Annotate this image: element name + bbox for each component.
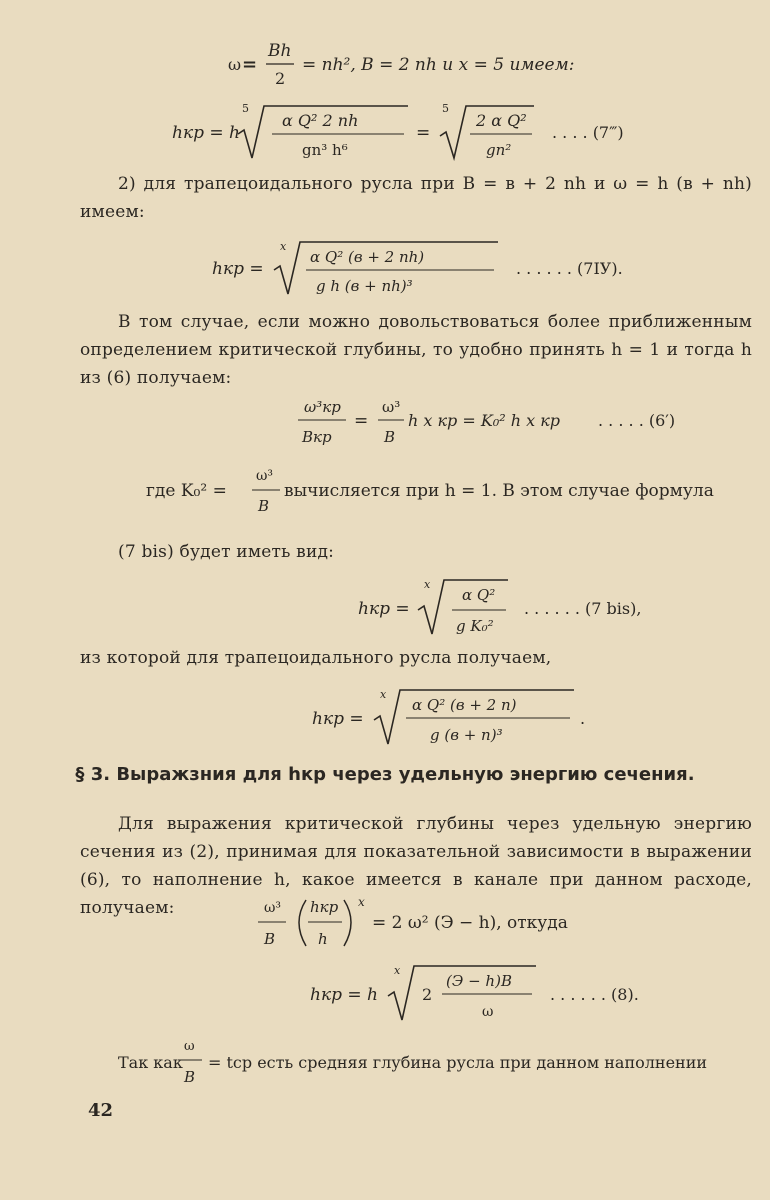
equation-8a	[258, 892, 658, 954]
paragraph-approximate	[80, 308, 752, 392]
eq7ttt-den2: gn²	[486, 141, 512, 159]
eq8a-f-num: ω³	[264, 900, 282, 916]
eq7IV-num: α Q² (в + 2 nh)	[310, 248, 425, 266]
eq7IV-root-index: x	[280, 240, 287, 253]
para4-frac-den: B	[258, 497, 270, 515]
intro-formula-line	[228, 38, 648, 90]
eq6p-rest: h x кр = K₀² h x кр	[408, 411, 561, 430]
paragraph-trapezoid	[80, 170, 752, 226]
eq7bis-root-index: x	[424, 578, 431, 591]
eq7bis2-root-index: x	[380, 688, 387, 701]
intro-frac-den: 2	[275, 69, 286, 88]
eq7bis-num: α Q²	[462, 586, 496, 604]
eq7bis2-tail: .	[580, 709, 586, 728]
paragraph-7bis-intro-text: (7 bis) будет иметь вид:	[118, 542, 335, 562]
eq8a-exp: x	[358, 895, 365, 909]
equation-7IV	[212, 236, 742, 298]
paragraph-trapezoid-result-text: из которой для трапецоидального русла получаем,	[80, 648, 552, 668]
para8-suffix: = tср есть средняя глубина русла при данном наполнении	[208, 1053, 708, 1072]
paragraph-specific-energy-text: Для выражения критической глубины через удельную энергию сечения из (2), принимая для показательной зависимости в выражении (6), то наполнение h, какое имеется в канале при данном расходе, получаем:	[80, 814, 752, 918]
paragraph-7bis-intro	[118, 538, 738, 566]
para4-suffix: вычисляется при h = 1. В этом случае формула	[284, 481, 714, 501]
equation-7bis	[358, 574, 758, 638]
intro-eq: =	[242, 54, 258, 75]
para4-prefix: где K₀² =	[146, 481, 227, 501]
eq6p-f2-num: ω³	[382, 398, 401, 416]
equation-8	[310, 962, 750, 1024]
section-heading: § 3. Выражзния для hкр через удельную энергию сечения.	[75, 764, 695, 785]
paragraph-trapezoid-result	[80, 644, 752, 672]
eq8a-paren-num: hкр	[310, 898, 339, 916]
eq6p-f1-den: Bкр	[302, 428, 332, 446]
eq7ttt-num2: 2 α Q²	[476, 111, 527, 130]
equation-7ttt	[172, 98, 732, 164]
eq8-lhs: hкр = h	[310, 985, 378, 1005]
eq8a-f-den: B	[264, 930, 276, 948]
equation-6prime	[298, 392, 738, 452]
eq7bis2-lhs: hкр =	[312, 709, 364, 729]
eq7bis2-den: g (в + n)³	[430, 726, 503, 744]
paragraph-trapezoid-text: 2) для трапецоидального русла при B = в + 2 nh и ω = h (в + nh) имеем:	[80, 174, 752, 222]
eq8-num: (Э − h)B	[446, 972, 512, 990]
eq7ttt-eq: =	[416, 123, 431, 143]
eq8-coef: 2	[422, 985, 433, 1004]
eq6p-f2-den: B	[384, 428, 396, 446]
eq7ttt-root2-index: 5	[442, 102, 449, 115]
eq7bis-den: g K₀²	[456, 617, 494, 635]
eq6p-f1-num: ω³кр	[304, 398, 341, 416]
eq7IV-den: g h (в + nh)³	[316, 277, 413, 295]
eq7ttt-num: α Q² 2 nh	[282, 111, 359, 130]
eq7IV-label: . . . . . . (7IУ).	[516, 259, 623, 278]
eq7ttt-label: . . . . (7‴)	[552, 123, 624, 142]
omega-symbol: ω	[228, 55, 242, 74]
eq8-root-index: x	[394, 964, 401, 977]
para8-frac-num: ω	[184, 1039, 195, 1054]
para8-frac-den: B	[184, 1068, 196, 1086]
eq8-label: . . . . . . (8).	[550, 985, 639, 1004]
para4-frac-num: ω³	[256, 468, 274, 484]
para8-prefix: Так как	[118, 1053, 183, 1072]
eq7bis-label: . . . . . . (7 bis),	[524, 599, 642, 618]
eq6p-label: . . . . . (6′)	[598, 411, 676, 430]
paragraph-approximate-text: В том случае, если можно довольствоваться более приближенным определением критической глубины, то удобно принять h = 1 и тогда h из (6) получаем:	[80, 312, 752, 388]
eq8-den: ω	[482, 1004, 494, 1020]
eq7ttt-den: gn³ h⁶	[302, 141, 348, 159]
intro-mid: = nh², B = 2 nh и x = 5 имеем:	[302, 55, 575, 75]
equation-7bis-trapezoid	[312, 686, 632, 746]
paragraph-k0-definition	[146, 462, 746, 518]
intro-frac-num: Bh	[268, 41, 292, 61]
eq7bis2-num: α Q² (в + 2 n)	[412, 696, 517, 714]
page-number: 42	[88, 1100, 114, 1121]
eq7bis-lhs: hкр =	[358, 599, 410, 619]
eq7IV-lhs: hкр =	[212, 259, 264, 279]
eq8a-rest: = 2 ω² (Э − h), откуда	[372, 913, 568, 933]
eq6p-eq1: =	[354, 411, 369, 431]
paragraph-mean-depth	[118, 1036, 758, 1092]
eq7ttt-root-index: 5	[242, 102, 249, 115]
eq7ttt-lhs: hкр = h	[172, 123, 240, 143]
eq8a-paren-den: h	[318, 930, 328, 948]
